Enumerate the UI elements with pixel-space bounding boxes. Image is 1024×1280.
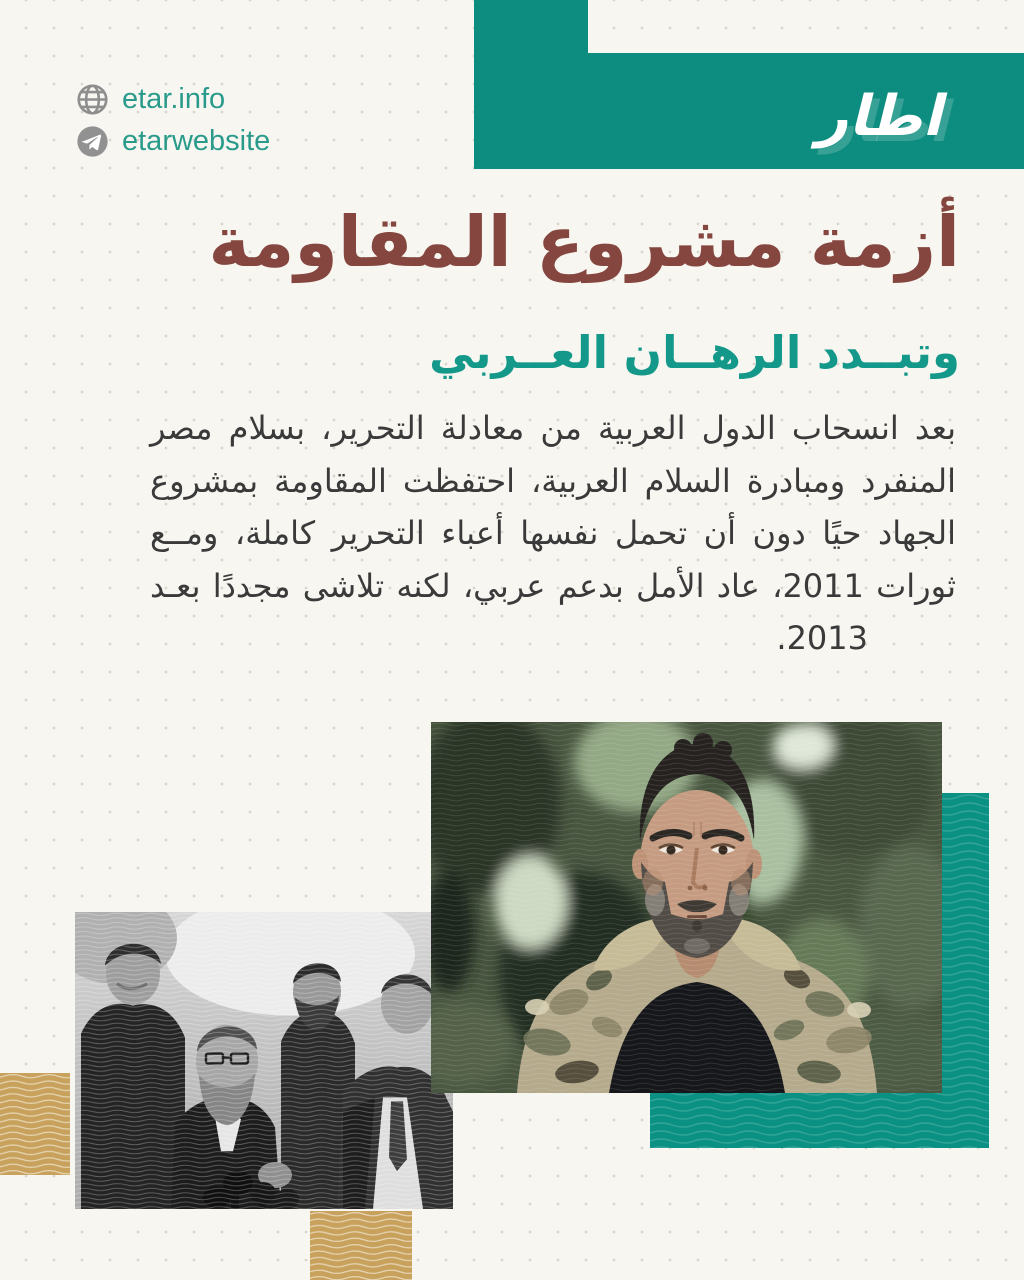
brand-banner-vertical: [474, 0, 588, 169]
main-photo: [431, 722, 942, 1093]
brand-banner: [588, 53, 1024, 169]
gold-pattern-square-left: [0, 1073, 70, 1175]
bw-photo: [75, 912, 453, 1209]
main-photo-image: [431, 722, 942, 1093]
body-line: المنفرد ومبادرة السلام العربية، احتفظت المقاومة بمشروع: [150, 461, 956, 500]
body-line: بعد انسحاب الدول العربية من معادلة التحرير، بسلام مصر: [150, 409, 956, 447]
brand-logo: اطار: [812, 84, 955, 149]
article-body: [150, 402, 956, 665]
article-subtitle: وتبــدد الرهــان العــربي: [429, 326, 960, 379]
website-link[interactable]: [76, 83, 225, 116]
telegram-icon: [76, 125, 109, 158]
body-line: ثورات 2011، عاد الأمل بدعم عربي، لكنه تلاشى مجددًا بعـد: [150, 566, 957, 605]
telegram-link[interactable]: [76, 125, 270, 158]
article-title: أزمة مشروع المقاومة: [208, 201, 960, 283]
telegram-label: etarwebsite: [122, 125, 271, 157]
gold-wave-pattern: [310, 1211, 412, 1280]
gold-pattern-square-bottom: [310, 1211, 412, 1280]
body-line: الجهاد حيًا دون أن تحمل نفسها أعباء التحرير كاملة، ومــع: [150, 514, 956, 552]
body-line: 2013.: [776, 619, 868, 657]
bw-photo-image: [75, 912, 453, 1209]
gold-wave-pattern: [0, 1073, 70, 1175]
globe-icon: [76, 83, 109, 116]
website-label: etar.info: [122, 83, 226, 115]
